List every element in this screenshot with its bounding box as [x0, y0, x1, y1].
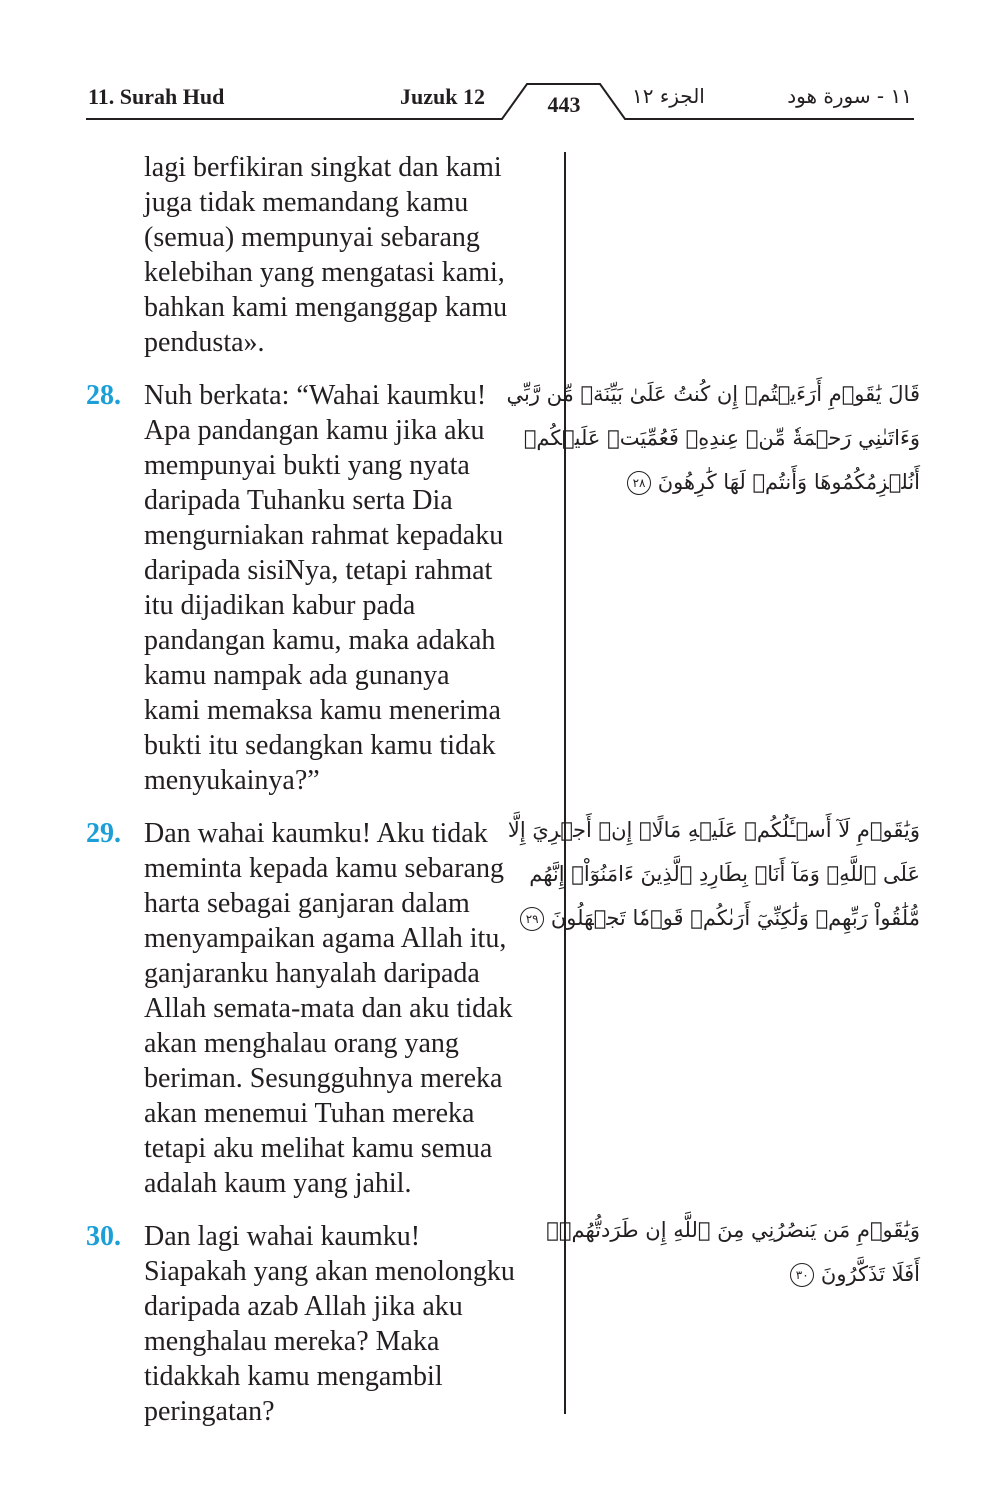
verse-30-arabic — [546, 1208, 920, 1296]
continuation-text: lagi berfikiran singkat dan kami juga tidak memandang kamu (semua) mempunyai sebarang kelebihan yang mengatasi kami, bahkan kami menganggap kamu pendusta». — [144, 152, 508, 358]
verse-29-arabic — [507, 808, 920, 940]
verse-29-translation — [86, 816, 556, 1201]
verse-number: 28. — [86, 380, 121, 411]
arabic-line-text: أَفَلَا تَذَكَّرُونَ — [820, 1262, 920, 1286]
page-header — [0, 0, 1000, 130]
arabic-line: وَيَٰقَوۡمِ مَن يَنصُرُنِي مِنَ ٱللَّهِ إِن طَرَدتُّهُمۡۚ — [546, 1218, 920, 1242]
arabic-line-text: مُّلَٰقُواْ رَبِّهِمۡ وَلَٰكِنِّيٓ أَرَىٰكُمۡ قَوۡمٗا تَجۡهَلُونَ — [550, 906, 920, 930]
verse-translation-text: Nuh berkata: “Wahai kaumku! Apa pandangan kamu jika aku mempunyai bukti yang nyata daripada Tuhanku serta Dia mengurniakan rahmat kepadaku daripada sisiNya, tetapi rahmat itu dijadikan kabur pada pandangan kamu, maka adakah kamu nampak ada gunanya kami memaksa kamu menerima bukti itu sedangkan kamu tidak menyukainya?” — [144, 380, 504, 796]
verse-number: 30. — [86, 1221, 121, 1252]
arabic-line-final — [580, 1252, 920, 1296]
arabic-line-final — [525, 896, 920, 940]
arabic-line: عَلَى ٱللَّهِۚ وَمَآ أَنَا۠ بِطَارِدِ ٱلَّذِينَ ءَامَنُوٓاْۚ إِنَّهُم — [529, 862, 920, 886]
translation-column — [86, 150, 556, 1447]
arabic-line: وَءَاتَىٰنِي رَحۡمَةٗ مِّنۡ عِندِهِۦ فَعُمِّيَتۡ عَلَيۡكُمۡ — [523, 426, 920, 450]
header-rule — [0, 0, 1000, 130]
verse-number: 29. — [86, 818, 121, 849]
ayah-end-marker: ٢٨ — [627, 471, 651, 495]
arabic-line: وَيَٰقَوۡمِ لَآ أَسۡـَٔلُكُمۡ عَلَيۡهِ مَالًاۖ إِنۡ أَجۡرِيَ إِلَّا — [507, 818, 920, 842]
arabic-line-text: أَنُلۡزِمُكُمُوهَا وَأَنتُمۡ لَهَا كَٰرِهُونَ — [657, 470, 920, 494]
ayah-end-marker: ٢٩ — [520, 907, 544, 931]
verse-translation-text: Dan lagi wahai kaumku! Siapakah yang akan menolongku daripada azab Allah jika aku menghalau mereka? Maka tidakkah kamu mengambil peringatan? — [144, 1221, 515, 1427]
arabic-line: قَالَ يَٰقَوۡمِ أَرَءَيۡتُمۡ إِن كُنتُ عَلَىٰ بَيِّنَةٖ مِّن رَّبِّي — [506, 382, 920, 406]
juz-title-arabic: الجزء ١٢ — [632, 84, 705, 108]
page-number: 443 — [547, 92, 581, 117]
verse-28-translation — [86, 378, 556, 798]
continuation-block — [86, 150, 556, 360]
ayah-end-marker: ٣٠ — [790, 1263, 814, 1287]
verse-28-arabic — [506, 372, 920, 504]
arabic-line-final — [580, 460, 920, 504]
surah-title-latin: 11. Surah Hud — [88, 84, 225, 109]
verse-30-translation — [86, 1219, 556, 1429]
verse-translation-text: Dan wahai kaumku! Aku tidak meminta kepada kamu sebarang harta sebagai ganjaran dalam menyampaikan agama Allah itu, ganjaranku hanyalah daripada Allah semata-mata dan aku tidak akan menghalau orang yang beriman. Sesungguhnya mereka akan menemui Tuhan mereka tetapi aku melihat kamu semua adalah kaum yang jahil. — [144, 818, 513, 1199]
juz-title-latin: Juzuk 12 — [400, 84, 485, 109]
surah-title-arabic: ١١ - سورة هود — [787, 84, 912, 108]
